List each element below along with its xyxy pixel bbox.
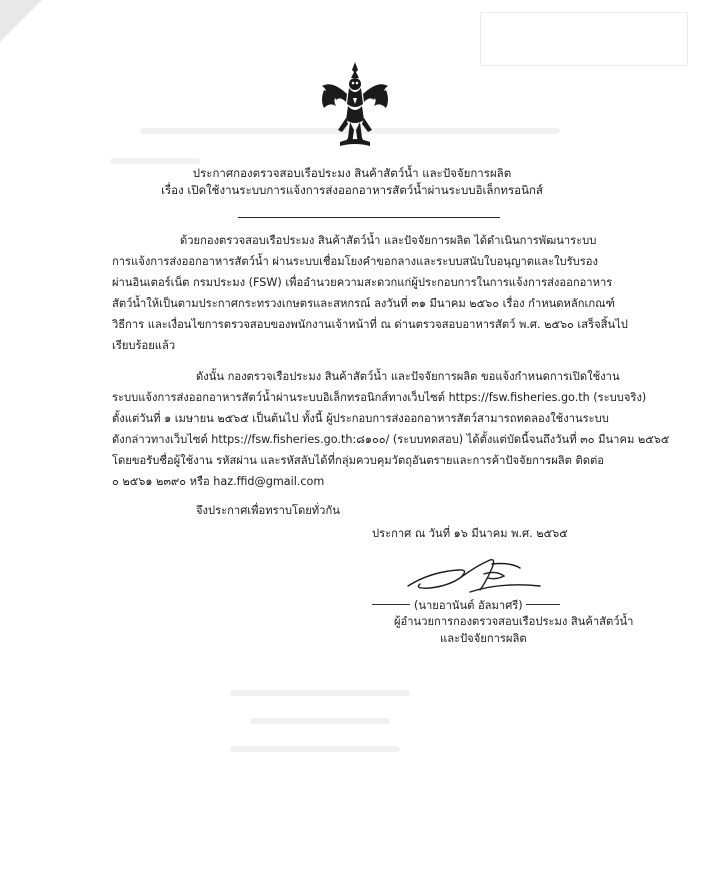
body-line: เรียบร้อยแล้ว <box>112 339 176 352</box>
announcement-subject: เรื่อง เปิดใช้งานระบบการแจ้งการส่งออกอาหารสัตว์น้ำผ่านระบบอิเล็กทรอนิกส์ <box>161 183 543 197</box>
signer-name: (นายอานันต์ อัลมาศรี) <box>414 599 523 612</box>
signer-position-continued: และปัจจัยการผลิต <box>440 632 527 645</box>
title-divider <box>238 217 500 218</box>
announcement-date: ประกาศ ณ วันที่ ๑๖ มีนาคม พ.ศ. ๒๕๖๕ <box>372 527 568 540</box>
show-through-box <box>480 12 688 66</box>
show-through-line <box>230 690 410 696</box>
body-line: ๐ ๒๕๖๑ ๒๓๙๐ หรือ haz.ffid@gmail.com <box>112 475 325 488</box>
page-fold-corner <box>0 0 42 42</box>
body-line: ระบบแจ้งการส่งออกอาหารสัตว์น้ำผ่านระบบอิเล็กทรอนิกส์ทางเว็บไซต์ https://fsw.fisheries.go.th (ระบบจริง) <box>112 391 647 404</box>
body-line: ดังกล่าวทางเว็บไซต์ https://fsw.fisheries.go.th:๘๑๐๐/ (ระบบทดสอบ) ได้ตั้งแต่บัดนี้จนถึงวันที่ ๓๐ มีนาคม ๒๕๖๕ <box>112 433 670 446</box>
body-line: ตั้งแต่วันที่ ๑ เมษายน ๒๕๖๕ เป็นต้นไป ทั้งนี้ ผู้ประกอบการส่งออกอาหารสัตว์สามารถทดลองใช้งานระบบ <box>112 412 609 425</box>
body-line: ดังนั้น กองตรวจเรือประมง สินค้าสัตว์น้ำ และปัจจัยการผลิต ขอแจ้งกำหนดการเปิดใช้งาน <box>196 370 620 383</box>
body-line: สัตว์น้ำให้เป็นตามประกาศกระทรวงเกษตรและสหกรณ์ ลงวันที่ ๓๑ มีนาคม ๒๕๖๐ เรื่อง กำหนดหลักเกณฑ์ <box>112 297 615 310</box>
body-line: ผ่านอินเตอร์เน็ต กรมประมง (FSW) เพื่ออำนวยความสะดวกแก่ผู้ประกอบการในการแจ้งการส่งออกอาหาร <box>112 276 613 289</box>
signature-dash-left <box>372 604 410 605</box>
signature-dash-right <box>526 604 560 605</box>
body-line: การแจ้งการส่งออกอาหารสัตว์น้ำ ผ่านระบบเชื่อมโยงคำขอกลางและระบบสนับใบอนุญาตและใบรับรอง <box>112 255 598 268</box>
garuda-emblem-icon <box>318 60 392 148</box>
show-through-line <box>230 746 400 752</box>
closing-line: จึงประกาศเพื่อทราบโดยทั่วกัน <box>196 504 340 517</box>
announcement-title: ประกาศกองตรวจสอบเรือประมง สินค้าสัตว์น้ำ และปัจจัยการผลิต <box>192 166 512 180</box>
body-line: วิธีการ และเงื่อนไขการตรวจสอบของพนักงานเจ้าหน้าที่ ณ ด่านตรวจสอบอาหารสัตว์ พ.ศ. ๒๕๖๐ เสร็จสิ้นไป <box>112 318 628 331</box>
show-through-line <box>250 718 390 724</box>
body-line: ด้วยกองตรวจสอบเรือประมง สินค้าสัตว์น้ำ และปัจจัยการผลิต ได้ดำเนินการพัฒนาระบบ <box>180 234 597 247</box>
signer-position: ผู้อำนวยการกองตรวจสอบเรือประมง สินค้าสัตว์น้ำ <box>394 615 634 628</box>
handwritten-signature-icon <box>400 552 550 602</box>
body-line: โดยขอรับชื่อผู้ใช้งาน รหัสผ่าน และรหัสลับได้ที่กลุ่มควบคุมวัตถุอันตรายและการค้าปัจจัยการผลิต ติดต่อ <box>112 454 604 467</box>
